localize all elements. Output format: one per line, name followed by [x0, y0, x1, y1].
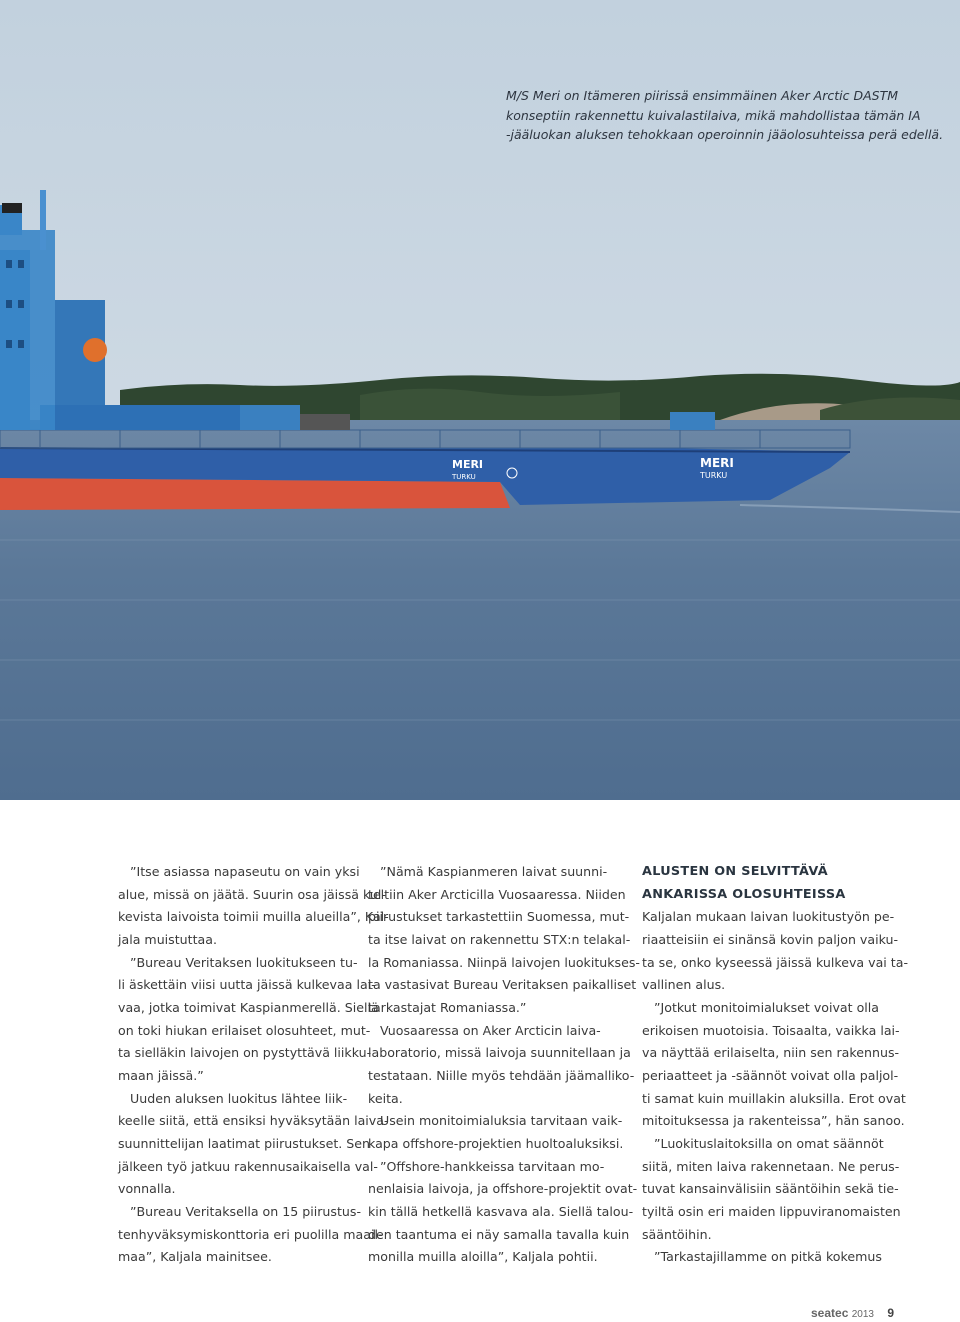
body-text-line: ta sielläkin laivojen on pystyttävä liikku-: [118, 1045, 372, 1061]
body-text-line: laboratorio, missä laivoja suunnitellaan ja: [368, 1045, 631, 1061]
text-column-2: [368, 861, 640, 1269]
body-text-line: ”Itse asiassa napaseutu on vain yksi: [130, 864, 360, 879]
body-text-line: la Romaniassa. Niinpä laivojen luokitukses-: [368, 954, 640, 970]
hull-name-midship: MERI: [452, 458, 484, 471]
body-text-line: maan jäissä.”: [118, 1067, 204, 1083]
caption-line: M/S Meri on Itämeren piirissä ensimmäinen Aker Arctic DASTM: [506, 88, 898, 103]
body-text-line: tuvat kansainvälisiin sääntöihin sekä tie-: [642, 1181, 899, 1197]
body-text-line: keita.: [368, 1090, 403, 1106]
body-text-line: periaatteet ja -säännöt voivat olla paljol-: [642, 1067, 899, 1083]
body-text-line: ”Nämä Kaspianmeren laivat suunni-: [380, 864, 608, 879]
body-text-line: nenlaisia laivoja, ja offshore-projektit ovat-: [368, 1181, 638, 1197]
body-text-line: teltiin Aker Arcticilla Vuosaaressa. Niiden: [368, 886, 626, 902]
page-number: 9: [887, 1306, 894, 1320]
caption-line: -jääluokan aluksen tehokkaan operoinnin jääolosuhteissa perä edellä.: [506, 127, 944, 142]
body-text-line: li äskettäin viisi uutta jäissä kulkevaa lai-: [118, 977, 376, 993]
body-text-line: jälkeen työ jatkuu rakennusaikaisella val-: [118, 1158, 378, 1174]
body-text-line: mitoituksessa ja rakenteissa”, hän sanoo.: [642, 1113, 905, 1129]
body-text-line: tenhyväksymiskonttoria eri puolilla maail-: [118, 1226, 383, 1242]
body-text-line: den taantuma ei näy samalla tavalla kuin: [368, 1226, 630, 1242]
body-text-line: erikoisen muotoisia. Toisaalta, vaikka lai-: [642, 1022, 900, 1038]
body-text-line: maa”, Kaljala mainitsee.: [118, 1249, 272, 1265]
body-text-line: kin tällä hetkellä kasvava ala. Siellä talou-: [368, 1203, 634, 1219]
hull-port-midship: TURKU: [452, 473, 476, 481]
hull-name-bow: MERI: [700, 456, 734, 470]
page-footer: [811, 1306, 894, 1320]
body-text-line: kapa offshore-projektien huoltoaluksiksi.: [368, 1135, 624, 1151]
body-text-line: va näyttää erilaiselta, niin sen rakennus-: [642, 1045, 900, 1061]
body-text-line: ta vastasivat Bureau Veritaksen paikalliset: [368, 977, 637, 993]
body-text-line: ta se, onko kyseessä jäissä kulkeva vai ta-: [642, 954, 908, 970]
body-text-line: Vuosaaressa on Aker Arcticin laiva-: [380, 1022, 601, 1038]
body-text-line: testataan. Niille myös tehdään jäämalliko-: [368, 1067, 635, 1083]
issue-year: 2013: [851, 1309, 874, 1320]
body-text-line: monilla muilla aloilla”, Kaljala pohtii.: [368, 1249, 598, 1265]
body-text-line: suunnittelijan laatimat piirustukset. Sen: [118, 1135, 371, 1151]
body-text-line: kevista laivoista toimii muilla alueilla”, Kal-: [118, 909, 389, 925]
body-text-line: ta itse laivat on rakennettu STX:n telakal-: [368, 931, 631, 947]
body-text-line: piirustukset tarkastettiin Suomessa, mut-: [368, 909, 630, 925]
body-text-line: on toki hiukan erilaiset olosuhteet, mut-: [118, 1022, 371, 1038]
body-text-line: riaatteisiin ei sinänsä kovin paljon vaiku-: [642, 931, 899, 947]
body-text-line: ti samat kuin muillakin aluksilla. Erot ovat: [642, 1090, 906, 1106]
body-text-line: ”Bureau Veritaksen luokitukseen tu-: [130, 954, 358, 970]
magazine-name: seatec: [811, 1306, 849, 1320]
body-text-line: alue, missä on jäätä. Suurin osa jäissä kul-: [118, 886, 386, 902]
body-text-line: vonnalla.: [118, 1181, 176, 1197]
body-text-line: tarkastajat Romaniassa.”: [368, 999, 527, 1015]
body-text-line: siitä, miten laiva rakennetaan. Ne perus-: [642, 1158, 900, 1174]
photo-caption: [506, 86, 944, 145]
body-text-line: ”Offshore-hankkeissa tarvitaan mo-: [380, 1158, 605, 1174]
body-text-line: vaa, jotka toimivat Kaspianmerellä. Siellä: [118, 999, 379, 1015]
body-text-line: sääntöihin.: [642, 1226, 712, 1242]
body-text-line: ”Luokituslaitoksilla on omat säännöt: [654, 1135, 884, 1151]
body-text-line: ”Tarkastajillamme on pitkä kokemus: [654, 1249, 882, 1265]
body-text-line: jala muistuttaa.: [118, 931, 217, 947]
body-text-line: tyiltä osin eri maiden lippuviranomaisten: [642, 1203, 901, 1219]
section-heading-line: ALUSTEN ON SELVITTÄVÄ: [642, 864, 828, 879]
body-text-line: ”Jotkut monitoimialukset voivat olla: [654, 999, 880, 1015]
caption-line: konseptiin rakennettu kuivalastilaiva, mikä mahdollistaa tämän IA: [506, 107, 921, 123]
body-text-line: Kaljalan mukaan laivan luokitustyön pe-: [642, 909, 895, 925]
body-text-line: ”Bureau Veritaksella on 15 piirustus-: [130, 1203, 361, 1219]
section-heading-line: ANKARISSA OLOSUHTEISSA: [642, 886, 846, 902]
body-text-line: Uuden aluksen luokitus lähtee liik-: [130, 1090, 348, 1106]
text-column-3: [642, 861, 908, 1269]
hull-port-bow: TURKU: [700, 471, 728, 480]
body-text-line: vallinen alus.: [642, 977, 726, 993]
body-text-line: Usein monitoimialuksia tarvitaan vaik-: [380, 1113, 623, 1129]
body-text-line: keelle siitä, että ensiksi hyväksytään laiva-: [118, 1113, 389, 1129]
